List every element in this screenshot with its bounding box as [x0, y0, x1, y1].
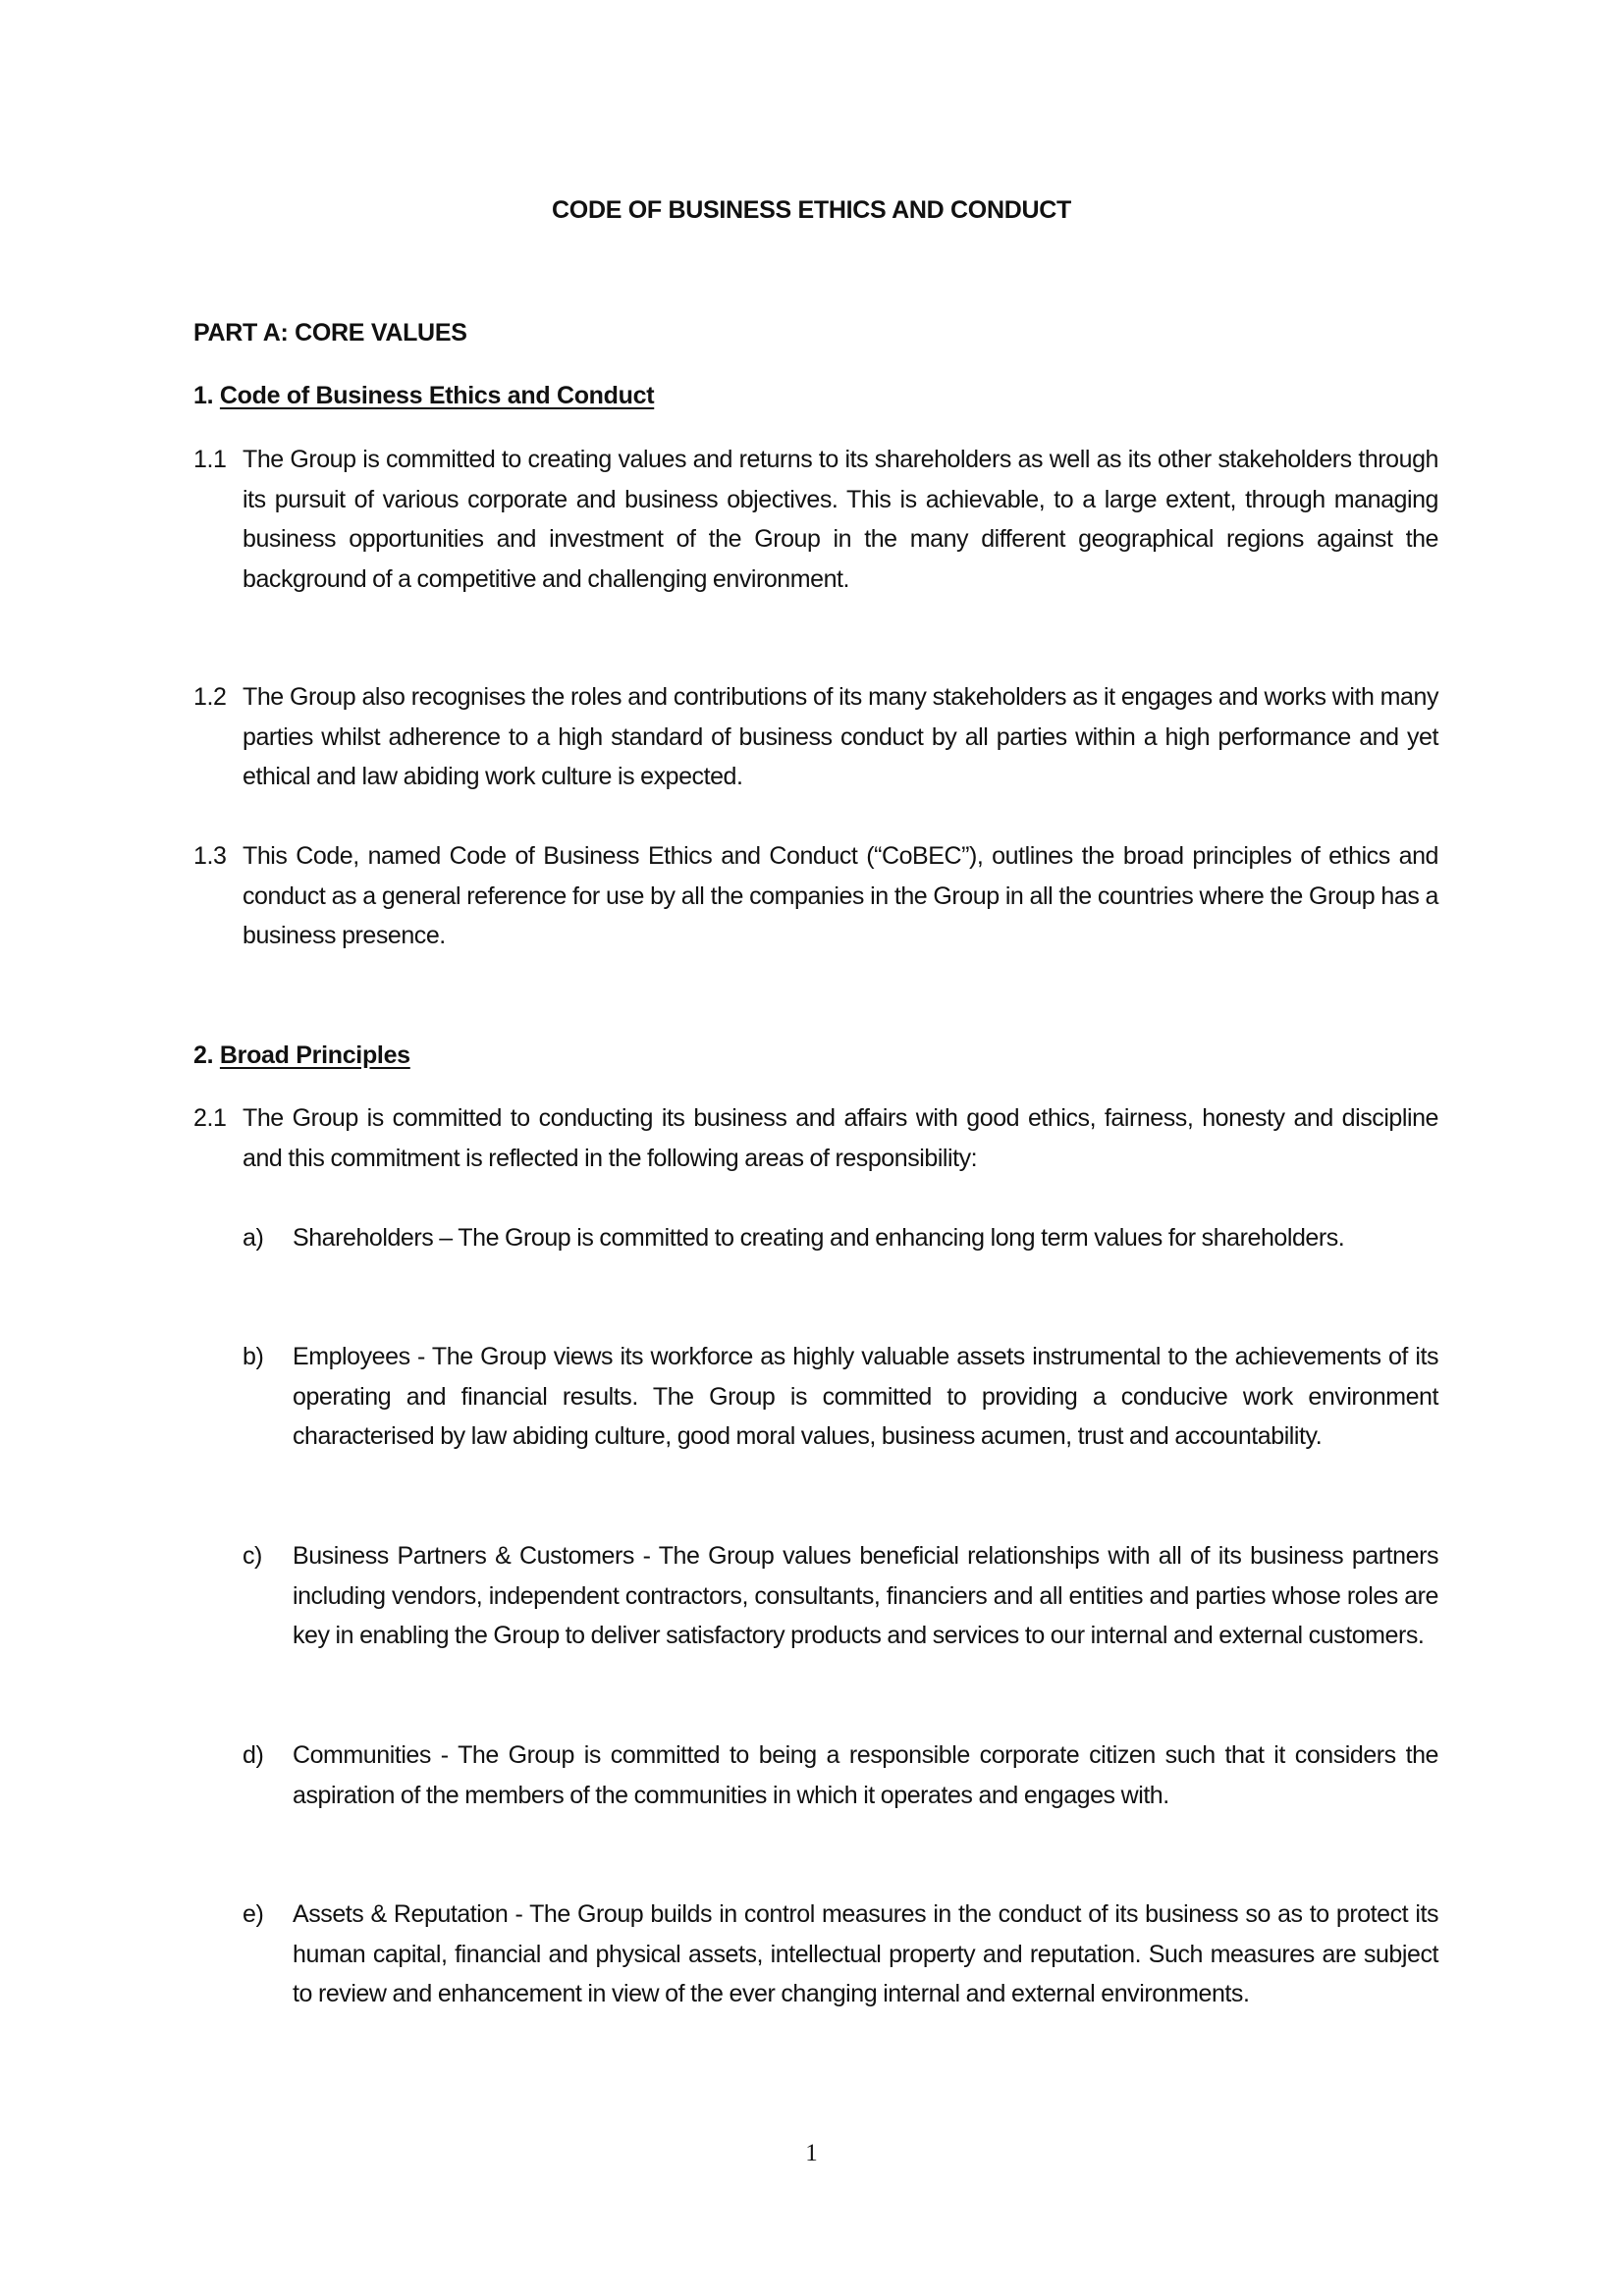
section-number: 2. [193, 1041, 214, 1069]
paragraph-text: The Group is committed to conducting its business and affairs with good ethics, fairness, honesty and discipline and this commitment is reflected in the following areas of responsibility: [243, 1104, 1438, 1172]
list-item-label: e) [243, 1900, 264, 1928]
paragraph-text: The Group also recognises the roles and contributions of its many stakeholders as it engages and works with many parties whilst adherence to a high standard of business conduct by all parties within a high performance and yet ethical and law abiding work culture is expected. [243, 683, 1438, 790]
paragraph-number: 1.3 [193, 842, 227, 870]
list-item-label: b) [243, 1343, 264, 1370]
paragraph-number: 2.1 [193, 1104, 227, 1132]
list-item-shareholders [243, 1218, 1438, 1258]
paragraph-number: 1.1 [193, 446, 227, 473]
paragraph-1-3 [193, 836, 1438, 956]
paragraph-1-1 [193, 440, 1438, 599]
list-item-text: Business Partners & Customers - The Group values beneficial relationships with all of its business partners including vendors, independent contractors, consultants, financiers and all entities and parties whose roles are key in enabling the Group to deliver satisfactory products and services to our internal and external customers. [293, 1542, 1438, 1649]
part-heading: PART A: CORE VALUES [193, 319, 467, 347]
list-item-employees [243, 1337, 1438, 1457]
list-item-text: Communities - The Group is committed to being a responsible corporate citizen such that it considers the aspiration of the members of the communities in which it operates and engages with. [293, 1741, 1438, 1809]
paragraph-number: 1.2 [193, 683, 227, 711]
section-heading-2 [193, 1041, 410, 1070]
list-item-business-partners [243, 1536, 1438, 1656]
section-number: 1. [193, 382, 214, 409]
page-number: 1 [805, 2140, 818, 2166]
list-item-label: c) [243, 1542, 262, 1570]
list-item-text: Assets & Reputation - The Group builds in control measures in the conduct of its business so as to protect its human capital, financial and physical assets, intellectual property and reputation. Such measures are subject to review and enhancement in view of the ever changing internal and external environments. [293, 1900, 1438, 2007]
list-item-text: Shareholders – The Group is committed to creating and enhancing long term values for shareholders. [293, 1224, 1345, 1252]
document-title: CODE OF BUSINESS ETHICS AND CONDUCT [552, 196, 1071, 224]
list-item-assets-reputation [243, 1895, 1438, 2014]
list-item-communities [243, 1735, 1438, 1815]
paragraph-text: This Code, named Code of Business Ethics and Conduct (“CoBEC”), outlines the broad principles of ethics and conduct as a general reference for use by all the companies in the Group in all the countries where the Group has a business presence. [243, 842, 1438, 949]
list-item-label: a) [243, 1224, 264, 1252]
section-heading-1 [193, 382, 654, 410]
list-item-text: Employees - The Group views its workforce as highly valuable assets instrumental to the achievements of its operating and financial results. The Group is committed to providing a conducive work environment characterised by law abiding culture, good moral values, business acumen, trust and accountability. [293, 1343, 1438, 1450]
section-title: Broad Principles [219, 1041, 410, 1069]
paragraph-1-2 [193, 677, 1438, 797]
list-item-label: d) [243, 1741, 264, 1769]
section-title: Code of Business Ethics and Conduct [219, 382, 655, 409]
paragraph-2-1 [193, 1098, 1438, 1178]
paragraph-text: The Group is committed to creating values and returns to its shareholders as well as its other stakeholders through its pursuit of various corporate and business objectives. This is achievable, to a large extent, through managing business opportunities and investment of the Group in the many different geographical regions against the background of a competitive and challenging environment. [243, 446, 1438, 593]
